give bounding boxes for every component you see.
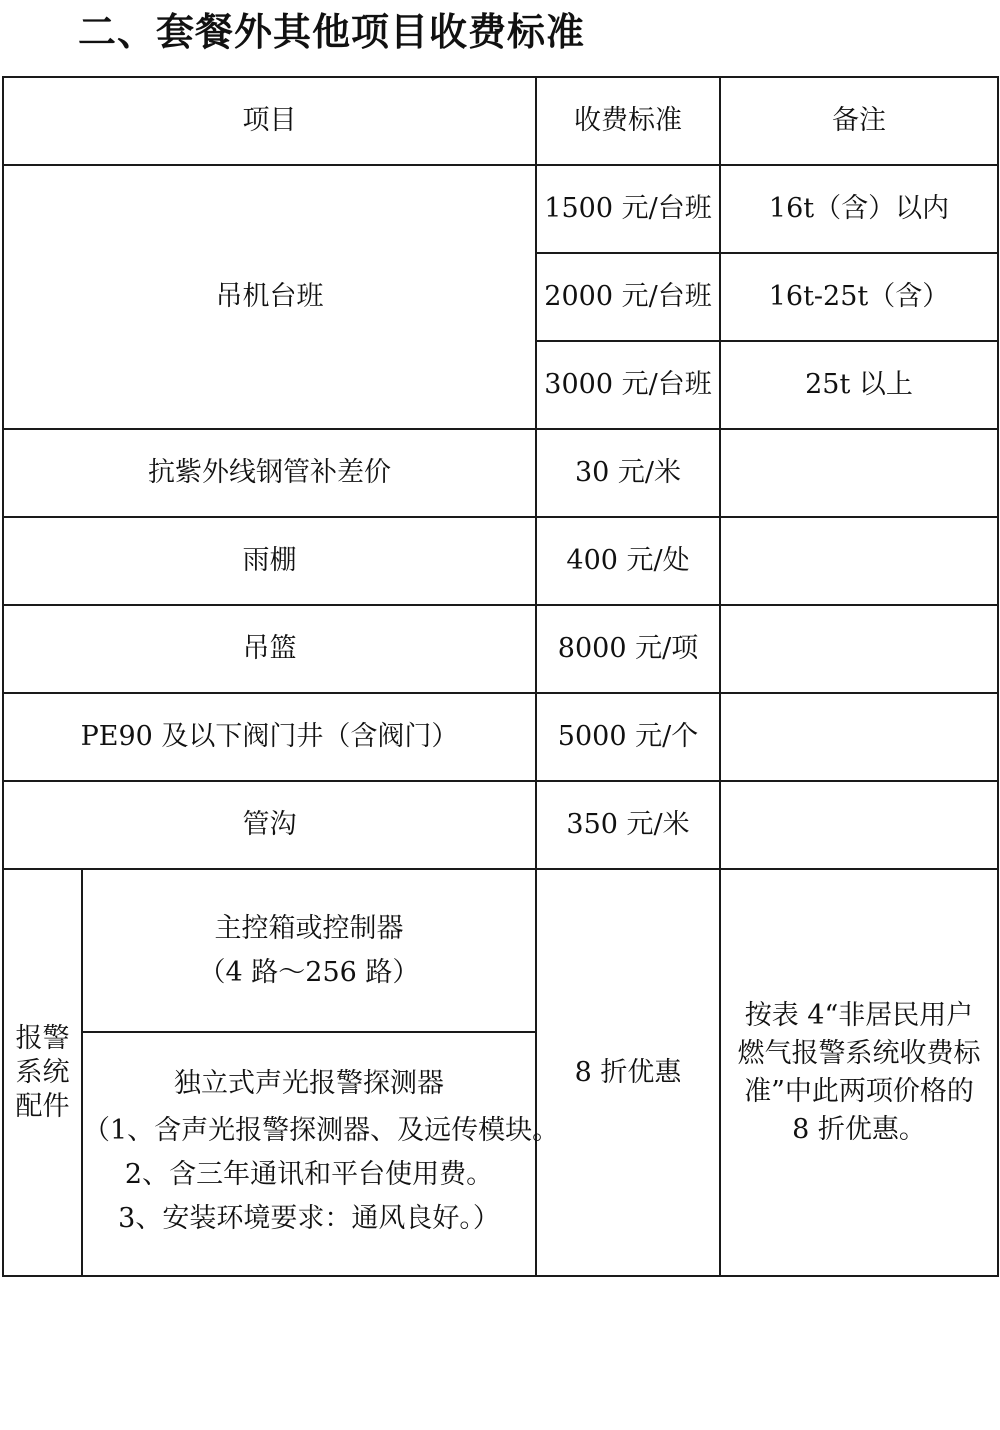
row-note [720, 693, 998, 781]
detector-line: 2、含三年通讯和平台使用费。 [124, 1159, 494, 1190]
table-row [3, 517, 998, 605]
alarm-group-label-line: 系统 [15, 1056, 70, 1088]
row-price: 30 元/米 [536, 429, 720, 517]
row-note [720, 605, 998, 693]
table-row [3, 429, 998, 517]
alarm-group-label [3, 869, 82, 1276]
row-price: 5000 元/个 [536, 693, 720, 781]
table-row [3, 605, 998, 693]
row-note [720, 429, 998, 517]
table-row [3, 693, 998, 781]
alarm-group-label-line: 报警 [15, 1022, 70, 1054]
row-item: 吊篮 [3, 605, 536, 693]
table-row-alarm-controller [3, 869, 998, 1032]
controller-name: 主控箱或控制器 [214, 912, 404, 944]
controller-spec: （4 路～256 路） [198, 956, 420, 988]
row-note [720, 781, 998, 869]
row-price: 400 元/处 [536, 517, 720, 605]
table-header-row [3, 77, 998, 165]
row-price: 8000 元/项 [536, 605, 720, 693]
alarm-group-label-line: 配件 [15, 1090, 70, 1122]
crane-note-1: 16t（含）以内 [720, 165, 998, 253]
detector-name: 独立式声光报警探测器 [174, 1068, 444, 1099]
alarm-detector-item [82, 1032, 560, 1276]
page-title: 二、套餐外其他项目收费标准 [78, 10, 586, 54]
row-item: 雨棚 [3, 517, 536, 605]
crane-item: 吊机台班 [3, 165, 536, 429]
header-item: 项目 [3, 77, 536, 165]
header-note: 备注 [720, 77, 998, 165]
crane-price-3: 3000 元/台班 [536, 341, 720, 429]
crane-note-3: 25t 以上 [720, 341, 998, 429]
alarm-note: 按表 4“非居民用户燃气报警系统收费标准”中此两项价格的 8 折优惠。 [720, 869, 998, 1276]
crane-note-2: 16t-25t（含） [720, 253, 998, 341]
fee-table [2, 76, 999, 1277]
detector-line: 3、安装环境要求：通风良好。） [118, 1203, 500, 1234]
row-item: PE90 及以下阀门井（含阀门） [3, 693, 536, 781]
alarm-controller-item [82, 869, 536, 1032]
alarm-price: 8 折优惠 [536, 869, 720, 1276]
crane-price-2: 2000 元/台班 [536, 253, 720, 341]
table-row [3, 781, 998, 869]
detector-line: （1、含声光报警探测器、及远传模块。 [83, 1115, 560, 1146]
header-price: 收费标准 [536, 77, 720, 165]
row-item: 管沟 [3, 781, 536, 869]
table-row-crane-1 [3, 165, 998, 253]
row-price: 350 元/米 [536, 781, 720, 869]
row-note [720, 517, 998, 605]
row-item: 抗紫外线钢管补差价 [3, 429, 536, 517]
crane-price-1: 1500 元/台班 [536, 165, 720, 253]
